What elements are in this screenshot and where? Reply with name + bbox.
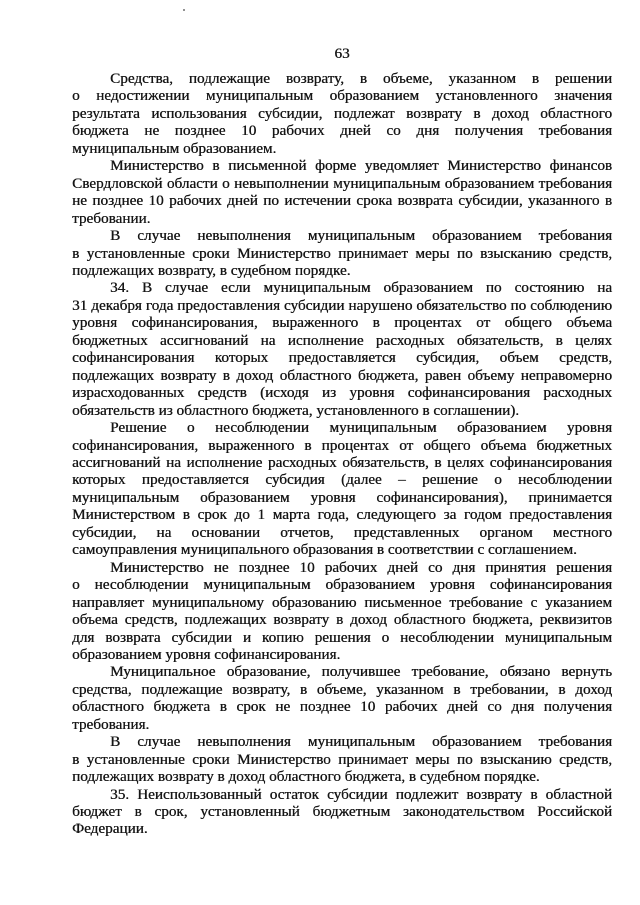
paragraph-item-35: 35. Неиспользованный остаток субсидии подлежит возврату в областной бюджет в срок, установленный бюджетным законодательством Российской Федерации. bbox=[72, 785, 612, 838]
paragraph: Министерство не позднее 10 рабочих дней со дня принятия решения о несоблюдении муниципальным образованием уровня софинансирования направляет муниципальному образованию письменное требование с указанием объема средств, подлежащих возврату в доход областного бюджета, реквизитов для возврата субсидии и копию решения о несоблюдении муниципальным образованием уровня софинансирования. bbox=[72, 558, 612, 663]
paragraph: Министерство в письменной форме уведомляет Министерство финансов Свердловской области о невыполнении муниципальным образованием требования не позднее 10 рабочих дней по истечении срока возврата субсидии, указанного в требовании. bbox=[72, 157, 612, 227]
paragraph: В случае невыполнения муниципальным образованием требования в установленные сроки Министерство принимает меры по взысканию средств, подлежащих возврату, в судебном порядке. bbox=[72, 227, 612, 279]
paragraph: Муниципальное образование, получившее требование, обязано вернуть средства, подлежащие возврату, в объеме, указанном в требовании, в доход областного бюджета в срок не позднее 10 рабочих дней со дня получения требования. bbox=[72, 663, 612, 733]
paragraph-item-34: 34. В случае если муниципальным образованием по состоянию на 31 декабря года предоставления субсидии нарушено обязательство по соблюдению уровня софинансирования, выраженного в процентах от общего объема бюджетных ассигнований на исполнение расходных обязательств, в целях софинансирования которых предоставляется субсидия, объем средств, подлежащих возврату в доход областного бюджета, равен объему неправомерно израсходованных средств (исходя из уровня софинансирования расходных обязательств из областного бюджета, установленного в соглашении). bbox=[72, 279, 612, 419]
paragraph: Средства, подлежащие возврату, в объеме, указанном в решении о недостижении муниципальным образованием установленного значения результата использования субсидии, подлежат возврату в доход областного бюджета не позднее 10 рабочих дней со дня получения требования муниципальным образованием. bbox=[72, 70, 612, 157]
document-body bbox=[72, 70, 612, 838]
page-number: 63 bbox=[334, 45, 350, 62]
paragraph: В случае невыполнения муниципальным образованием требования в установленные сроки Министерство принимает меры по взысканию средств, подлежащих возврату в доход областного бюджета, в судебном порядке. bbox=[72, 733, 612, 786]
scan-artifact-dot bbox=[183, 9, 185, 11]
paragraph: Решение о несоблюдении муниципальным образованием уровня софинансирования, выраженного в процентах от общего объема бюджетных ассигнований на исполнение расходных обязательств, в целях софинансирования которых предоставляется субсидия (далее – решение о несоблюдении муниципальным образованием уровня софинансирования), принимается Министерством в срок до 1 марта года, следующего за годом предоставления субсидии, на основании отчетов, представленных органом местного самоуправления муниципального образования в соответствии с соглашением. bbox=[72, 419, 612, 559]
